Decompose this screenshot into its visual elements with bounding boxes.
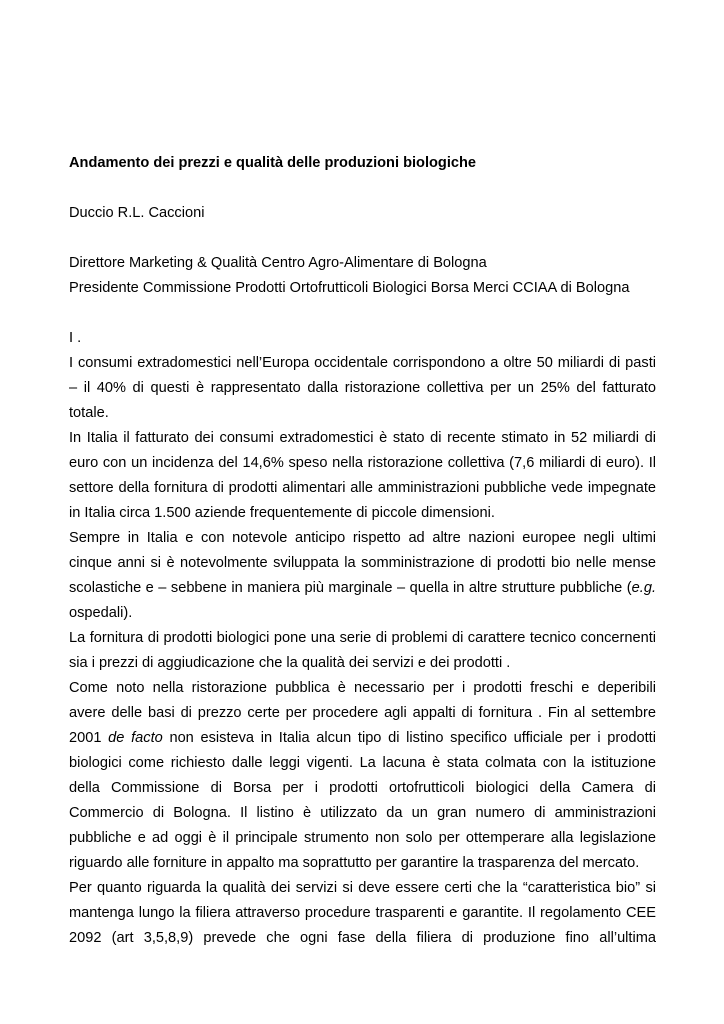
body-line: Sempre in Italia e con notevole anticipo rispetto ad altre nazioni europee negli ultimi xyxy=(69,530,656,546)
body-line xyxy=(69,576,656,601)
body-line: mantenga lungo la filiera attraverso procedure trasparenti e garantite. Il regolamento CEE xyxy=(69,905,656,921)
body-line: cinque anni si è notevolmente sviluppata la somministrazione di prodotti bio nelle mense xyxy=(69,555,656,571)
section-heading: I . xyxy=(69,330,82,346)
body-line xyxy=(69,726,656,751)
italic-phrase: de facto xyxy=(108,730,163,746)
author-name: Duccio R.L. Caccioni xyxy=(69,205,205,221)
body-text-run: 2001 xyxy=(69,730,109,746)
body-line: settore della fornitura di prodotti alimentari alle amministrazioni pubbliche vede impegnate xyxy=(69,480,656,496)
body-text-run: non esisteva in Italia alcun tipo di listino specifico ufficiale per i prodotti xyxy=(162,730,656,746)
body-line: I consumi extradomestici nell’Europa occidentale corrispondono a oltre 50 miliardi di pasti xyxy=(69,355,656,371)
body-line: In Italia il fatturato dei consumi extradomestici è stato di recente stimato in 52 miliardi di xyxy=(69,430,656,446)
body-text-run: scolastiche e – sebbene in maniera più marginale – quella in altre strutture pubbliche ( xyxy=(69,580,632,596)
body-line: ospedali). xyxy=(69,605,133,621)
spacer xyxy=(69,226,656,251)
spacer xyxy=(69,176,656,201)
body-line: biologici come richiesto dalle leggi vigenti. La lacuna è stata colmata con la istituzione xyxy=(69,755,656,771)
body-line: della Commissione di Borsa per i prodotti ortofrutticoli biologici della Camera di xyxy=(69,780,656,796)
body-line: 2092 (art 3,5,8,9) prevede che ogni fase della filiera di produzione fino all’ultima xyxy=(69,930,656,946)
body-line: Commercio di Bologna. Il listino è utilizzato da un gran numero di amministrazioni xyxy=(69,805,656,821)
body-line: avere delle basi di prezzo certe per procedere agli appalti di fornitura . Fin al settembre xyxy=(69,705,656,721)
spacer xyxy=(69,301,656,326)
body-line: La fornitura di prodotti biologici pone una serie di problemi di carattere tecnico concernenti xyxy=(69,630,656,646)
body-line: euro con un incidenza del 14,6% speso nella ristorazione collettiva (7,6 miliardi di euro). Il xyxy=(69,455,656,471)
body-line: pubbliche e ad oggi è il principale strumento non solo per ottemperare alla legislazione xyxy=(69,830,656,846)
affiliation-2: Presidente Commissione Prodotti Ortofrutticoli Biologici Borsa Merci CCIAA di Bologna xyxy=(69,280,630,296)
body-line: Come noto nella ristorazione pubblica è necessario per i prodotti freschi e deperibili xyxy=(69,680,656,696)
document-page xyxy=(69,151,656,951)
body-line: in Italia circa 1.500 aziende frequentemente di piccole dimensioni. xyxy=(69,505,495,521)
body-line: sia i prezzi di aggiudicazione che la qualità dei servizi e dei prodotti . xyxy=(69,655,511,671)
body-line: riguardo alle forniture in appalto ma soprattutto per garantire la trasparenza del mercato. xyxy=(69,855,640,871)
affiliation-1: Direttore Marketing & Qualità Centro Agro-Alimentare di Bologna xyxy=(69,255,487,271)
body-line: totale. xyxy=(69,405,109,421)
body-line: – il 40% di questi è rappresentato dalla ristorazione collettiva per un 25% del fatturato xyxy=(69,380,656,396)
italic-abbreviation: e.g. xyxy=(631,580,656,596)
body-text xyxy=(69,351,656,951)
body-line: Per quanto riguarda la qualità dei servizi si deve essere certi che la “caratteristica bio” si xyxy=(69,880,656,896)
document-title: Andamento dei prezzi e qualità delle produzioni biologiche xyxy=(69,155,477,171)
